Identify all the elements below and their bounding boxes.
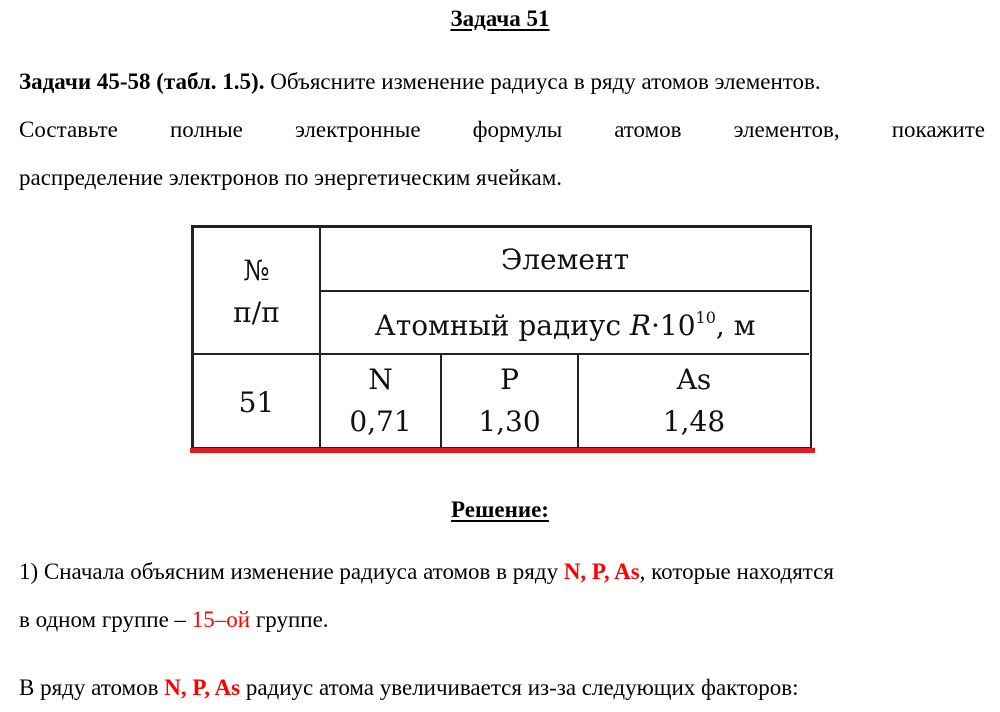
element-radius: 0,71 [349,405,412,438]
atomic-radius-table [191,225,812,450]
step1-text: группе. [250,607,329,632]
step1-text: 1) Сначала объясним изменение радиуса атомов в ряду [19,559,564,584]
table-row-number: 51 [238,385,275,419]
step2-elements: N, P, As [164,675,241,700]
step1-elements: N, P, As [563,559,640,584]
element-radius: 1,48 [662,405,726,438]
element-radius: 1,30 [478,405,541,438]
table-cell-element [321,355,440,447]
step1-text: в одном группе – [19,607,192,632]
step1-group: 15–ой [191,607,251,632]
step1-text: , которые находятся [639,559,834,584]
radius-multiplier: ·10 [651,309,696,342]
task-description [19,58,985,202]
element-symbol: P [500,363,519,396]
radius-label: Атомный радиус [374,309,630,342]
table-header-number-sign: № [243,253,270,287]
step2-text: радиус атома увеличивается из-за следующих факторов: [240,675,799,700]
radius-unit: , м [715,309,756,342]
task-bold-prefix: Задачи 45-58 (табл. 1.5). [19,69,265,94]
table-cell-element [579,355,809,447]
task-line3-text: распределение электронов по энергетическим ячейкам. [19,165,563,190]
table-header-number [194,234,319,349]
solution-step-1 [19,548,985,644]
element-symbol: N [368,363,393,396]
task-line2-text: Составьте полные электронные формулы атомов элементов, покажите [19,117,985,142]
page-title: Задача 51 [450,6,550,31]
radius-symbol: R [629,309,652,342]
step2-text: В ряду атомов [19,675,165,700]
task-line1-text: Объясните изменение радиуса в ряду атомов элементов. [264,69,821,94]
element-symbol: As [676,363,712,396]
table-header-element: Элемент [500,242,630,276]
table-header-radius [321,292,809,353]
radius-exponent: 10 [695,308,716,327]
table-cell-element [442,355,577,447]
table-underline [190,448,815,453]
solution-step-2 [19,664,985,712]
table-header-number-label: п/п [233,295,280,329]
solution-title: Решение: [451,497,549,522]
